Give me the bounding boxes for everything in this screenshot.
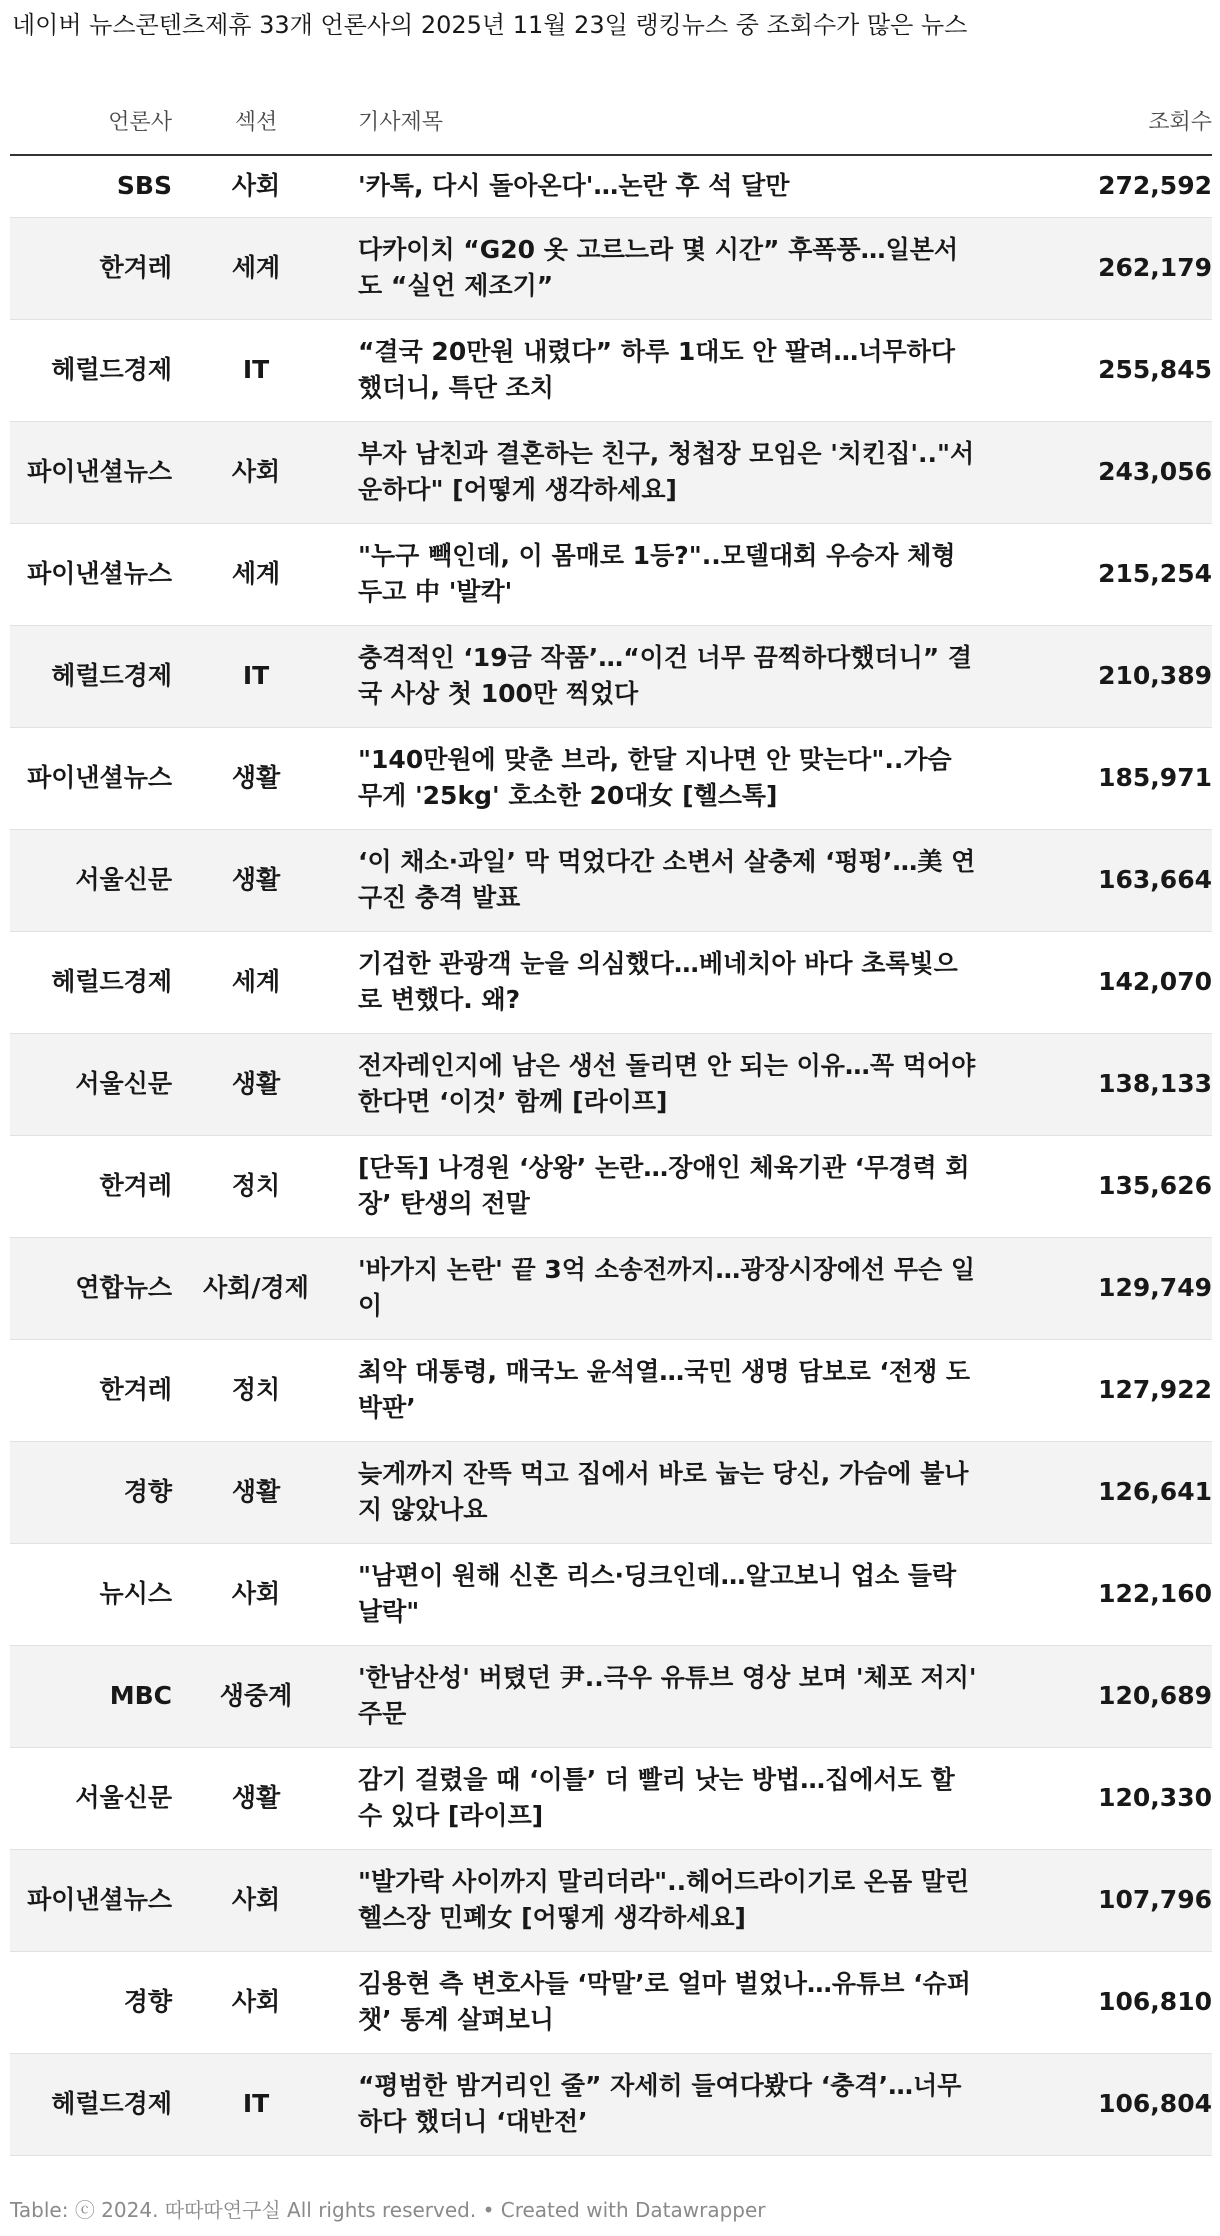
cell-section: IT <box>172 625 340 727</box>
cell-press: 서울신문 <box>10 1033 172 1135</box>
cell-press: 경향 <box>10 1951 172 2053</box>
cell-headline: '바가지 논란' 끝 3억 소송전까지…광장시장에선 무슨 일이 <box>358 1237 978 1339</box>
cell-section: 생활 <box>172 1033 340 1135</box>
cell-views: 129,749 <box>978 1237 1212 1339</box>
table-row <box>10 1645 1212 1747</box>
cell-press: 헤럴드경제 <box>10 625 172 727</box>
cell-press: 파이낸셜뉴스 <box>10 421 172 523</box>
column-header-headline: 기사제목 <box>358 86 978 155</box>
cell-views: 120,330 <box>978 1747 1212 1849</box>
cell-spacer <box>340 1849 358 1951</box>
cell-press: 헤럴드경제 <box>10 319 172 421</box>
cell-spacer <box>340 319 358 421</box>
cell-press: 한겨레 <box>10 1339 172 1441</box>
cell-headline: 전자레인지에 남은 생선 돌리면 안 되는 이유…꼭 먹어야 한다면 ‘이것’ 함께 [라이프] <box>358 1033 978 1135</box>
cell-spacer <box>340 1645 358 1747</box>
cell-views: 138,133 <box>978 1033 1212 1135</box>
table-row <box>10 421 1212 523</box>
cell-section: 사회 <box>172 1849 340 1951</box>
cell-press: 헤럴드경제 <box>10 931 172 1033</box>
column-header-views: 조회수 <box>978 86 1212 155</box>
cell-section: IT <box>172 319 340 421</box>
table-row <box>10 1951 1212 2053</box>
table-row <box>10 1135 1212 1237</box>
cell-headline: "누구 빽인데, 이 몸매로 1등?"..모델대회 우승자 체형 두고 中 '발칵' <box>358 523 978 625</box>
cell-views: 163,664 <box>978 829 1212 931</box>
cell-spacer <box>340 1339 358 1441</box>
cell-spacer <box>340 217 358 319</box>
cell-section: 사회/경제 <box>172 1237 340 1339</box>
cell-spacer <box>340 1747 358 1849</box>
table-row <box>10 1543 1212 1645</box>
column-spacer <box>340 86 358 155</box>
table-row <box>10 2053 1212 2155</box>
cell-section: 생활 <box>172 1441 340 1543</box>
table-footer: Table: ⓒ 2024. 따따따연구실 All rights reserved. • Created with Datawrapper <box>10 2198 766 2222</box>
cell-views: 107,796 <box>978 1849 1212 1951</box>
cell-section: 생활 <box>172 1747 340 1849</box>
cell-section: 생활 <box>172 829 340 931</box>
cell-spacer <box>340 2053 358 2155</box>
table-row <box>10 1237 1212 1339</box>
cell-section: 세계 <box>172 217 340 319</box>
table-row <box>10 1033 1212 1135</box>
cell-section: IT <box>172 2053 340 2155</box>
cell-section: 세계 <box>172 523 340 625</box>
cell-headline: 늦게까지 잔뜩 먹고 집에서 바로 눕는 당신, 가슴에 불나지 않았나요 <box>358 1441 978 1543</box>
column-header-press: 언론사 <box>10 86 172 155</box>
table-row <box>10 1747 1212 1849</box>
cell-views: 122,160 <box>978 1543 1212 1645</box>
table-row <box>10 1339 1212 1441</box>
cell-views: 215,254 <box>978 523 1212 625</box>
cell-spacer <box>340 1237 358 1339</box>
table-row <box>10 829 1212 931</box>
table-row <box>10 727 1212 829</box>
cell-views: 243,056 <box>978 421 1212 523</box>
cell-headline: '카톡, 다시 돌아온다'…논란 후 석 달만 <box>358 155 978 217</box>
cell-section: 정치 <box>172 1339 340 1441</box>
cell-section: 사회 <box>172 1951 340 2053</box>
cell-press: 경향 <box>10 1441 172 1543</box>
cell-press: SBS <box>10 155 172 217</box>
cell-views: 210,389 <box>978 625 1212 727</box>
cell-views: 255,845 <box>978 319 1212 421</box>
cell-spacer <box>340 1135 358 1237</box>
cell-spacer <box>340 727 358 829</box>
cell-views: 126,641 <box>978 1441 1212 1543</box>
cell-headline: [단독] 나경원 ‘상왕’ 논란…장애인 체육기관 ‘무경력 회장’ 탄생의 전말 <box>358 1135 978 1237</box>
cell-headline: 부자 남친과 결혼하는 친구, 청첩장 모임은 '치킨집'.."서운하다" [어떻게 생각하세요] <box>358 421 978 523</box>
cell-headline: 감기 걸렸을 때 ‘이틀’ 더 빨리 낫는 방법…집에서도 할 수 있다 [라이프] <box>358 1747 978 1849</box>
cell-spacer <box>340 421 358 523</box>
cell-press: 파이낸셜뉴스 <box>10 1849 172 1951</box>
news-ranking-table <box>10 86 1212 2156</box>
table-header <box>10 86 1212 155</box>
table-row <box>10 1441 1212 1543</box>
cell-press: 한겨레 <box>10 217 172 319</box>
cell-press: 서울신문 <box>10 829 172 931</box>
table-row <box>10 1849 1212 1951</box>
cell-spacer <box>340 829 358 931</box>
cell-views: 120,689 <box>978 1645 1212 1747</box>
table-row <box>10 155 1212 217</box>
table-title: 네이버 뉴스콘텐츠제휴 33개 언론사의 2025년 11월 23일 랭킹뉴스 중 조회수가 많은 뉴스 <box>12 11 968 39</box>
cell-headline: 기겁한 관광객 눈을 의심했다…베네치아 바다 초록빛으로 변했다. 왜? <box>358 931 978 1033</box>
cell-section: 사회 <box>172 421 340 523</box>
table-body <box>10 155 1212 2155</box>
cell-section: 생활 <box>172 727 340 829</box>
cell-press: 한겨레 <box>10 1135 172 1237</box>
cell-headline: 다카이치 “G20 옷 고르느라 몇 시간” 후폭풍…일본서도 “실언 제조기” <box>358 217 978 319</box>
cell-spacer <box>340 1951 358 2053</box>
cell-press: 서울신문 <box>10 1747 172 1849</box>
cell-spacer <box>340 1033 358 1135</box>
cell-views: 127,922 <box>978 1339 1212 1441</box>
cell-headline: 최악 대통령, 매국노 윤석열…국민 생명 담보로 ‘전쟁 도박판’ <box>358 1339 978 1441</box>
column-header-section: 섹션 <box>172 86 340 155</box>
cell-section: 사회 <box>172 155 340 217</box>
cell-spacer <box>340 625 358 727</box>
table-row <box>10 217 1212 319</box>
cell-section: 세계 <box>172 931 340 1033</box>
cell-views: 106,810 <box>978 1951 1212 2053</box>
cell-headline: "발가락 사이까지 말리더라"..헤어드라이기로 온몸 말린 헬스장 민폐女 [어떻게 생각하세요] <box>358 1849 978 1951</box>
cell-press: MBC <box>10 1645 172 1747</box>
cell-spacer <box>340 1543 358 1645</box>
table-row <box>10 319 1212 421</box>
cell-headline: "140만원에 맞춘 브라, 한달 지나면 안 맞는다"..가슴 무게 '25kg' 호소한 20대女 [헬스톡] <box>358 727 978 829</box>
cell-headline: '한남산성' 버텼던 尹..극우 유튜브 영상 보며 '체포 저지' 주문 <box>358 1645 978 1747</box>
cell-views: 142,070 <box>978 931 1212 1033</box>
cell-views: 262,179 <box>978 217 1212 319</box>
cell-spacer <box>340 155 358 217</box>
cell-headline: “평범한 밤거리인 줄” 자세히 들여다봤다 ‘충격’…너무하다 했더니 ‘대반전’ <box>358 2053 978 2155</box>
cell-section: 생중계 <box>172 1645 340 1747</box>
cell-headline: “결국 20만원 내렸다” 하루 1대도 안 팔려…너무하다했더니, 특단 조치 <box>358 319 978 421</box>
cell-views: 135,626 <box>978 1135 1212 1237</box>
cell-headline: 충격적인 ‘19금 작품’…“이건 너무 끔찍하다했더니” 결국 사상 첫 100만 찍었다 <box>358 625 978 727</box>
cell-views: 106,804 <box>978 2053 1212 2155</box>
cell-press: 뉴시스 <box>10 1543 172 1645</box>
cell-press: 파이낸셜뉴스 <box>10 727 172 829</box>
cell-headline: 김용현 측 변호사들 ‘막말’로 얼마 벌었나…유튜브 ‘슈퍼챗’ 통계 살펴보니 <box>358 1951 978 2053</box>
cell-views: 185,971 <box>978 727 1212 829</box>
table-row <box>10 931 1212 1033</box>
cell-section: 사회 <box>172 1543 340 1645</box>
cell-spacer <box>340 931 358 1033</box>
cell-headline: ‘이 채소·과일’ 막 먹었다간 소변서 살충제 ‘펑펑’…美 연구진 충격 발표 <box>358 829 978 931</box>
cell-press: 연합뉴스 <box>10 1237 172 1339</box>
cell-spacer <box>340 1441 358 1543</box>
cell-views: 272,592 <box>978 155 1212 217</box>
cell-headline: "남편이 원해 신혼 리스·딩크인데…알고보니 업소 들락날락" <box>358 1543 978 1645</box>
table-row <box>10 523 1212 625</box>
table-row <box>10 625 1212 727</box>
cell-spacer <box>340 523 358 625</box>
cell-section: 정치 <box>172 1135 340 1237</box>
cell-press: 파이낸셜뉴스 <box>10 523 172 625</box>
cell-press: 헤럴드경제 <box>10 2053 172 2155</box>
